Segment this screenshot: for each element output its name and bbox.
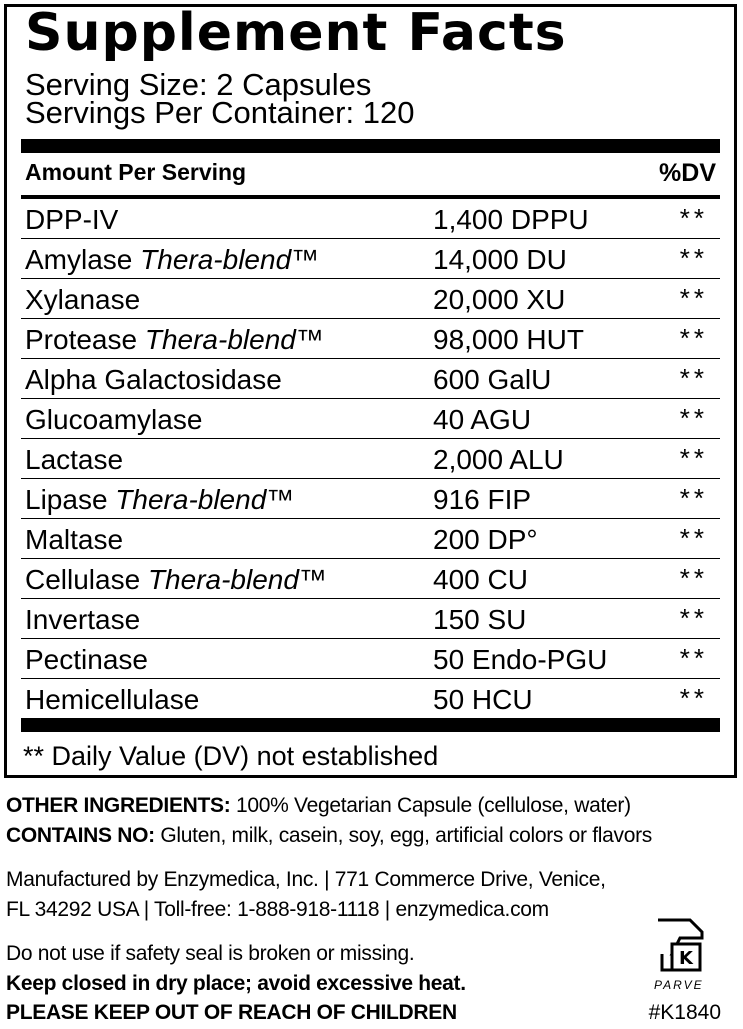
contains-no-label: CONTAINS NO: xyxy=(6,824,155,847)
nutrient-name: Hemicellulase xyxy=(25,684,200,715)
nutrient-row xyxy=(21,199,720,239)
nutrient-row xyxy=(21,679,720,719)
nutrient-dv: ** xyxy=(679,323,708,353)
nutrient-dv: ** xyxy=(679,523,708,553)
parve-label: PARVE xyxy=(654,978,704,992)
other-ingredients xyxy=(6,794,631,818)
panel-title: Supplement Facts xyxy=(25,3,567,63)
dv-footnote: ** Daily Value (DV) not established xyxy=(23,741,439,771)
contains-no xyxy=(6,824,652,848)
nutrient-dv: ** xyxy=(679,203,708,233)
manufacturer-line-1: Manufactured by Enzymedica, Inc. | 771 Commerce Drive, Venice, xyxy=(6,868,606,891)
nutrient-dv: ** xyxy=(679,483,708,513)
nutrient-amount: 40 AGU xyxy=(433,404,532,435)
nutrient-amount: 200 DP° xyxy=(433,524,538,555)
manufacturer-line-2: FL 34292 USA | Toll-free: 1-888-918-1118 | enzymedica.com xyxy=(6,898,549,921)
nutrient-dv: ** xyxy=(679,403,708,433)
kosher-letter: K xyxy=(679,948,693,969)
nutrient-name: Glucoamylase xyxy=(25,404,203,435)
nutrient-amount: 50 Endo-PGU xyxy=(433,644,608,675)
nutrient-amount: 1,400 DPPU xyxy=(433,204,589,235)
children-warning: PLEASE KEEP OUT OF REACH OF CHILDREN xyxy=(6,1001,457,1024)
nutrient-dv: ** xyxy=(679,243,708,273)
thick-divider-top xyxy=(21,139,720,153)
nutrient-row xyxy=(21,239,720,279)
serving-size: Serving Size: 2 Capsules xyxy=(25,67,372,102)
nutrient-name: Amylase Thera-blend™ xyxy=(25,244,320,275)
nutrient-name: Xylanase xyxy=(25,284,141,315)
nutrient-row xyxy=(21,319,720,359)
nutrient-name: Pectinase xyxy=(25,644,148,675)
nutrient-name: Invertase xyxy=(25,604,141,635)
header-amount-per-serving: Amount Per Serving xyxy=(25,159,247,185)
nutrient-dv: ** xyxy=(679,603,708,633)
nutrient-row xyxy=(21,599,720,639)
nutrient-row xyxy=(21,359,720,399)
nutrient-amount: 98,000 HUT xyxy=(433,324,584,355)
servings-per-container: Servings Per Container: 120 xyxy=(25,95,415,130)
nutrient-amount: 916 FIP xyxy=(433,484,532,515)
nutrient-dv: ** xyxy=(679,283,708,313)
nutrient-dv: ** xyxy=(679,683,708,713)
nutrient-name: Alpha Galactosidase xyxy=(25,364,282,395)
nutrient-dv: ** xyxy=(679,443,708,473)
nutrient-amount: 400 CU xyxy=(433,564,528,595)
supplement-facts-panel xyxy=(4,4,737,778)
header-percent-dv: %DV xyxy=(659,159,716,187)
other-ingredients-label: OTHER INGREDIENTS: xyxy=(6,794,231,817)
nutrient-dv: ** xyxy=(679,363,708,393)
nutrient-row xyxy=(21,279,720,319)
nutrient-amount: 2,000 ALU xyxy=(433,444,564,475)
nutrient-name: DPP-IV xyxy=(25,204,119,235)
seal-warning: Do not use if safety seal is broken or missing. xyxy=(6,942,415,965)
nutrient-name: Protease Thera-blend™ xyxy=(25,324,324,355)
nutrient-name: Cellulase Thera-blend™ xyxy=(25,564,327,595)
nutrient-table xyxy=(21,199,720,719)
storage-warning: Keep closed in dry place; avoid excessive heat. xyxy=(6,972,466,995)
nutrient-amount: 14,000 DU xyxy=(433,244,567,275)
nutrient-name: Lactase xyxy=(25,444,124,475)
kosher-code: #K1840 xyxy=(648,1001,721,1024)
other-ingredients-text: 100% Vegetarian Capsule (cellulose, water) xyxy=(230,794,631,817)
nutrient-row xyxy=(21,639,720,679)
thick-divider-bottom xyxy=(21,718,720,732)
nutrient-dv: ** xyxy=(679,643,708,673)
nutrient-row xyxy=(21,479,720,519)
nutrient-row xyxy=(21,559,720,599)
kosher-k-icon xyxy=(650,914,712,976)
nutrient-amount: 150 SU xyxy=(433,604,527,635)
nutrient-dv: ** xyxy=(679,563,708,593)
nutrient-amount: 20,000 XU xyxy=(433,284,566,315)
contains-no-text: Gluten, milk, casein, soy, egg, artificial colors or flavors xyxy=(154,824,653,847)
nutrient-name: Lipase Thera-blend™ xyxy=(25,484,295,515)
nutrient-amount: 600 GalU xyxy=(433,364,552,395)
nutrient-row xyxy=(21,399,720,439)
nutrient-row xyxy=(21,519,720,559)
nutrient-amount: 50 HCU xyxy=(433,684,533,715)
nutrient-name: Maltase xyxy=(25,524,124,555)
nutrient-row xyxy=(21,439,720,479)
